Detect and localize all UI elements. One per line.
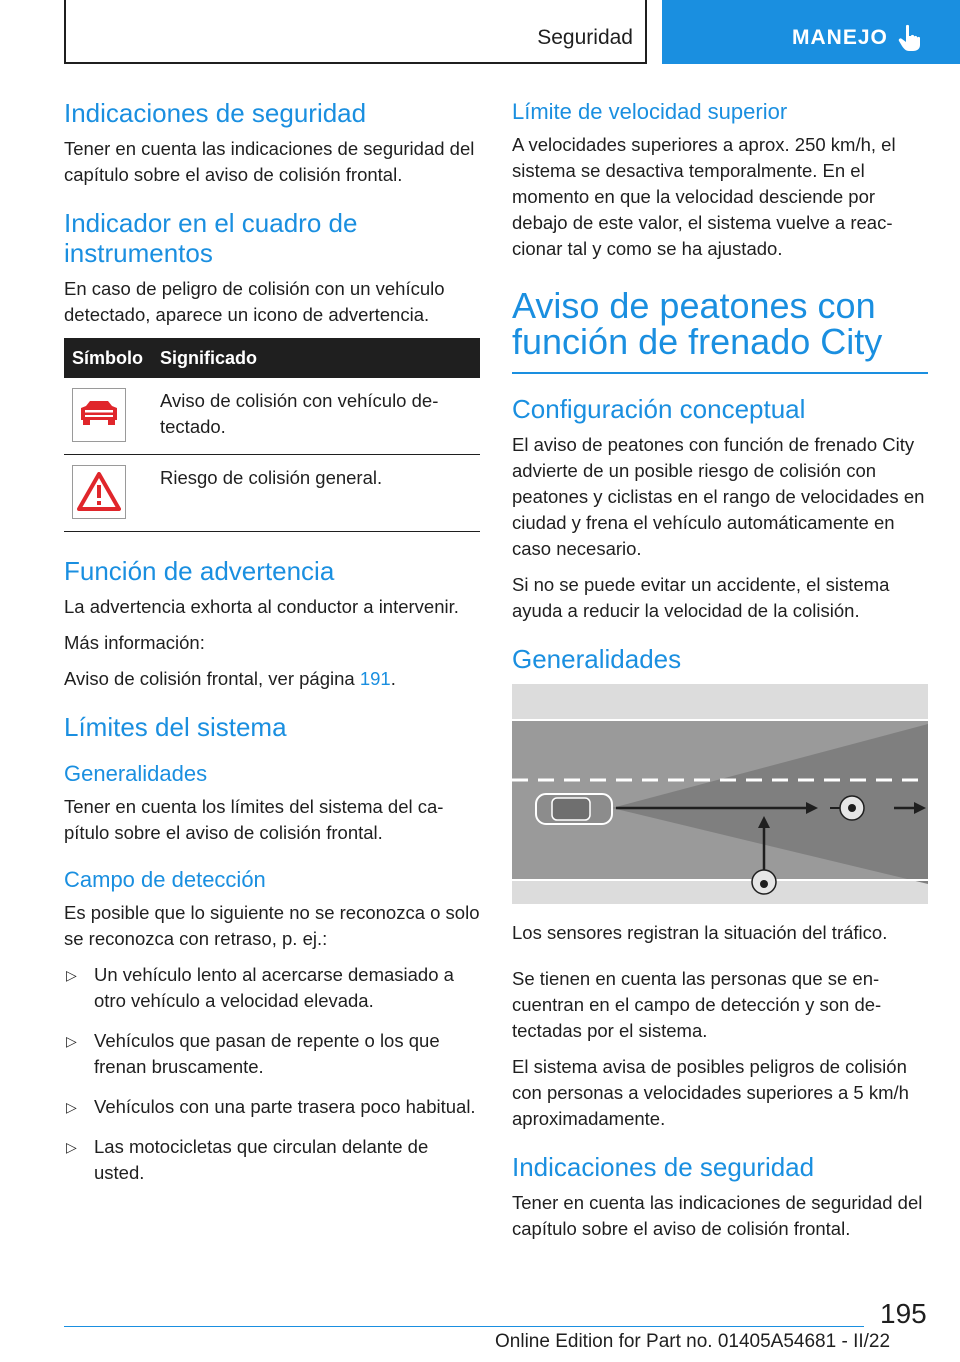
general-text: Se tienen en cuenta las personas que se encuentran en el campo de detección y son detectadas por el sistema. <box>512 968 882 1041</box>
section-header-box <box>64 0 647 64</box>
heading-general: Generalidades <box>512 644 682 674</box>
heading-warning-function: Función de advertencia <box>64 556 335 586</box>
footer-divider <box>64 1326 864 1327</box>
left-column <box>64 98 480 1200</box>
cross-reference-suffix: . <box>390 668 396 689</box>
table-cell-meaning: Aviso de colisión con vehículo detectado. <box>152 378 480 455</box>
car-top-view-icon <box>536 794 612 824</box>
heading-system-limits: Límites del sistema <box>64 712 287 742</box>
safety-notes-text: Tener en cuenta las indicaciones de seguridad del capítulo sobre el aviso de colisión frontal. <box>64 138 475 185</box>
more-info-label: Más información: <box>64 632 205 653</box>
table-cell-meaning: Riesgo de colisión general. <box>152 455 480 532</box>
upper-speed-limit-text: A velocidades superiores a aprox. 250 km/h, el sistema se desactiva temporalmente. En el momento en que la velocidad desciende por debajo de este valor, el sistema vuelve a reaccionar tal y como se ha ajustado. <box>512 134 896 259</box>
general-text-2: El sistema avisa de posibles peligros de colisión con personas a velocidades superiores a 5 km/h aproximadamente. <box>512 1056 909 1129</box>
bullet-triangle-icon: ▷ <box>66 1139 77 1155</box>
warning-triangle-icon <box>72 465 126 519</box>
list-item <box>64 1134 480 1186</box>
cross-reference-text: Aviso de colisión frontal, ver página <box>64 668 360 689</box>
list-item-text: Las motocicletas que circulan delante de usted. <box>94 1136 429 1183</box>
safety-notes-text-2: Tener en cuenta las indicaciones de seguridad del capítulo sobre el aviso de colisión frontal. <box>512 1192 923 1239</box>
chapter-tab-label: MANEJO <box>792 26 888 49</box>
table-row <box>64 378 480 455</box>
table-row <box>64 455 480 532</box>
meaning-column-header: Significado <box>152 338 480 378</box>
section-title: Seguridad <box>537 26 633 49</box>
heading-safety-notes: Indicaciones de seguridad <box>64 98 367 128</box>
limits-general-text: Tener en cuenta los límites del sistema del capítulo sobre el aviso de colisión frontal. <box>64 796 444 843</box>
bullet-triangle-icon: ▷ <box>66 1033 77 1049</box>
list-item-text: Vehículos que pasan de repente o los que frenan bruscamente. <box>94 1030 440 1077</box>
heading-limits-general: Generalidades <box>64 761 208 786</box>
chapter-tab <box>662 0 960 64</box>
limits-list <box>64 962 480 1186</box>
list-item <box>64 1094 480 1120</box>
detection-range-text: Es posible que lo siguiente no se reconozca o solo se reconozca con retraso, p. ej.: <box>64 902 480 949</box>
instrument-indicator-text: En caso de peligro de colisión con un vehículo detectado, aparece un icono de advertencia. <box>64 278 445 325</box>
concept-text: El aviso de peatones con función de frenado City advierte de un posible riesgo de colisión con peatones y ciclistas en el rango de velocidades en ciudad y frena el vehículo automáticamente en caso necesario. <box>512 434 925 559</box>
symbol-column-header: Símbolo <box>64 338 152 378</box>
hand-pointer-icon <box>898 24 924 57</box>
list-item <box>64 962 480 1014</box>
page-reference-link[interactable]: 191 <box>359 668 391 689</box>
heading-safety-notes-2: Indicaciones de seguridad <box>512 1152 815 1182</box>
heading-concept: Configuración conceptual <box>512 394 806 424</box>
warning-function-text: La advertencia exhorta al conductor a intervenir. <box>64 596 459 617</box>
list-item-text: Vehículos con una parte trasera poco habitual. <box>94 1096 476 1117</box>
detection-illustration <box>512 684 928 904</box>
bullet-triangle-icon: ▷ <box>66 1099 77 1115</box>
chapter-title: Aviso de peatones con función de frenado City <box>512 285 883 362</box>
list-item-text: Un vehículo lento al acercarse demasiado a otro vehículo a velocidad elevada. <box>94 964 454 1011</box>
edition-footer: Online Edition for Part no. 01405A54681 - II/22 <box>495 1331 891 1352</box>
heading-instrument-indicator: Indicador en el cuadro de instrumentos <box>64 208 358 268</box>
list-item <box>64 1028 480 1080</box>
right-column <box>512 98 928 1252</box>
page-header <box>0 0 960 66</box>
pedestrian-icon <box>752 870 776 894</box>
title-divider <box>512 372 928 374</box>
bullet-triangle-icon: ▷ <box>66 967 77 983</box>
car-collision-icon <box>72 388 126 442</box>
heading-upper-speed-limit: Límite de velocidad superior <box>512 99 788 124</box>
concept-text-2: Si no se puede evitar un accidente, el sistema ayuda a reducir la velocidad de la colisión. <box>512 574 890 621</box>
illustration-caption: Los sensores registran la situación del tráfico. <box>512 922 888 943</box>
heading-detection-range: Campo de detección <box>64 867 266 892</box>
symbol-table <box>64 338 480 532</box>
cross-reference <box>64 666 480 692</box>
page-number: 195 <box>880 1298 927 1329</box>
